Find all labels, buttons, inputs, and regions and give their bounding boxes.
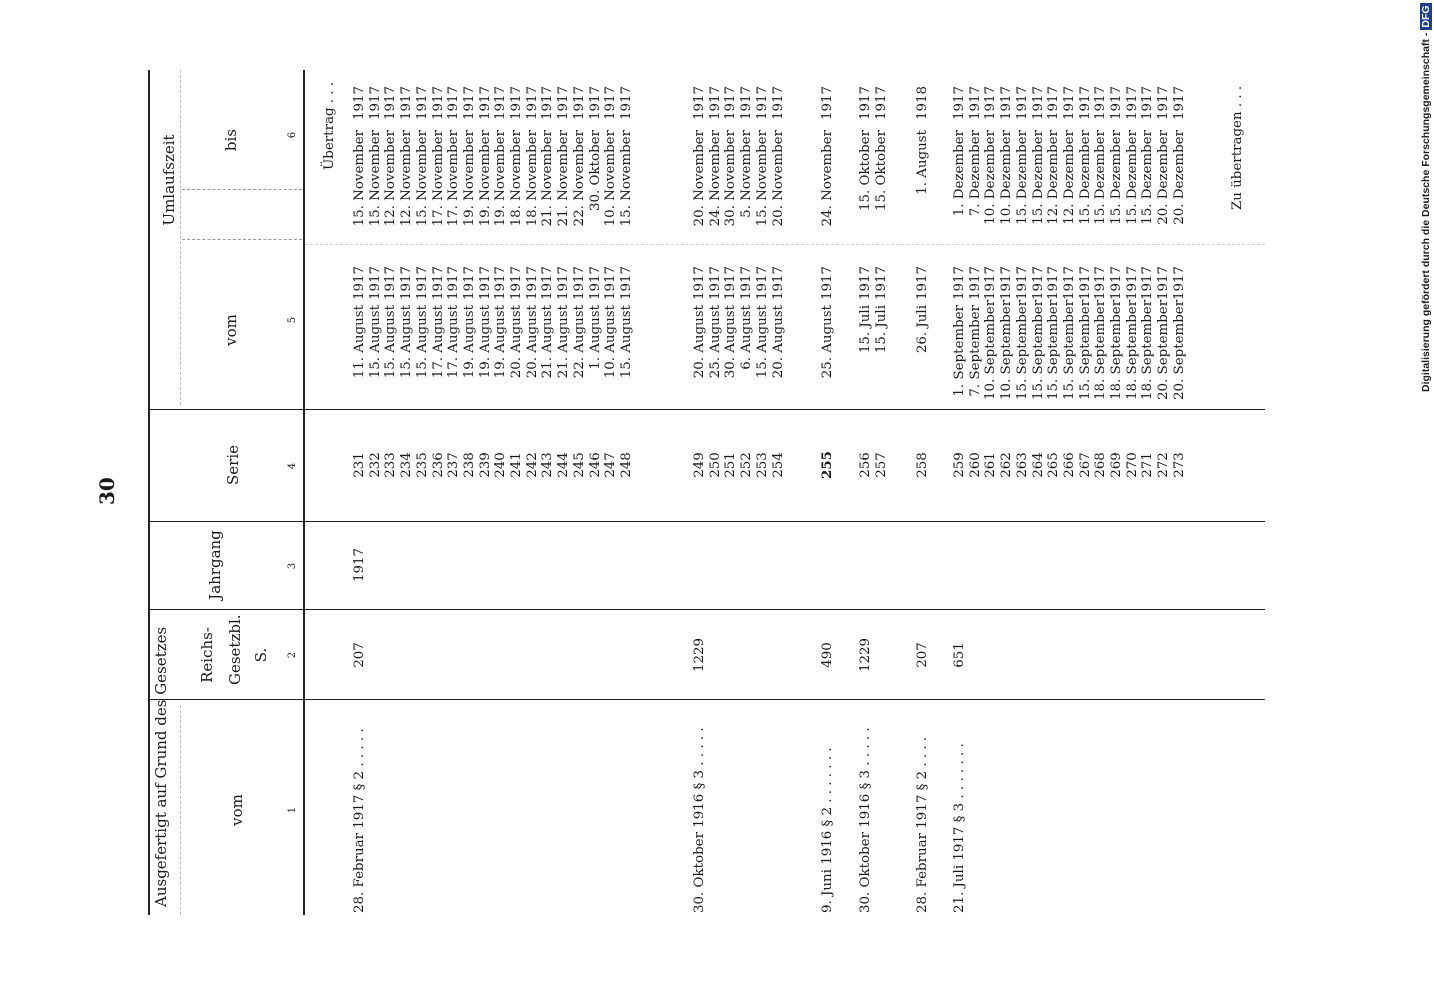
serie-cell: 243 [540, 452, 556, 478]
vom-date-cell: 1. August [587, 305, 603, 370]
vom-date-cell: 19. August [461, 305, 477, 379]
serie-cell: 261 [983, 452, 999, 478]
bis-date-cell: 15. November [754, 130, 770, 227]
bis-date-cell: 22. November [571, 130, 587, 227]
vom-date-cell: 18. September [1140, 299, 1156, 400]
vom-year-cell: 1917 [754, 265, 770, 300]
serie-cell: 246 [587, 452, 603, 478]
law-jahrgang: 1917 [352, 547, 367, 583]
vom-year-cell: 1917 [1077, 265, 1093, 300]
serie-cell: 273 [1171, 452, 1187, 478]
vom-date-cell: 15. August [383, 305, 399, 379]
serie-cell: 266 [1061, 452, 1077, 478]
bis-year-cell: 1917 [1124, 85, 1140, 120]
vom-year-cell: 1917 [1014, 265, 1030, 300]
law-rgbl: 207 [352, 642, 367, 668]
vom-year-cell: 1917 [1093, 265, 1109, 300]
vom-date-cell: 15. September [1030, 299, 1046, 400]
bis-year-cell: 1917 [509, 85, 524, 120]
bis-date-cell: 5. November [739, 130, 755, 218]
column-rule-7 [305, 244, 1265, 245]
bis-date-cell: 19. November [477, 130, 493, 227]
bis-date-cell: 21. November [540, 130, 556, 227]
vom-date-cell: 19. August [493, 305, 509, 379]
serie-cell: 257 [873, 452, 889, 478]
bis-date-cell: 12. Dezember [1046, 130, 1062, 225]
column-rule-4 [150, 409, 1265, 410]
bis-year-cell: 1917 [754, 85, 770, 120]
bis-year-cell: 1917 [873, 85, 889, 120]
bis-date-cell: 12. November [383, 130, 399, 227]
vom-date-cell: 15. August [399, 305, 415, 379]
serie-cell: 254 [770, 452, 786, 478]
vom-date-cell: 22. August [571, 305, 587, 379]
bis-date-cell: 24. November [820, 130, 835, 227]
law-rgbl: 1229 [858, 637, 873, 673]
bis-year-cell: 1917 [1156, 85, 1172, 120]
serie-cell: 268 [1093, 452, 1109, 478]
vom-year-cell: 1917 [446, 265, 462, 300]
bis-date-cell: 17. November [446, 130, 462, 227]
serie-cell: 244 [556, 452, 572, 478]
vom-date-cell: 25. August [820, 305, 835, 379]
vom-date-cell: 25. August [707, 305, 723, 379]
bis-year-cell: 1917 [493, 85, 509, 120]
serie-cell: 256 [858, 452, 873, 478]
dfg-watermark [1419, 5, 1433, 392]
serie-cell: 255 [819, 451, 835, 479]
vom-date-cell: 15. Juli [858, 305, 873, 354]
vom-year-cell: 1917 [414, 265, 430, 300]
header-bis: bis [222, 128, 240, 152]
vom-date-cell: 19. August [477, 305, 493, 379]
bis-year-cell: 1917 [556, 85, 572, 120]
vom-year-cell: 1917 [461, 265, 477, 300]
bis-year-cell: 1917 [952, 85, 967, 120]
vom-year-cell: 1917 [915, 265, 930, 300]
serie-cell: 265 [1046, 452, 1062, 478]
group-divider-right [180, 70, 181, 405]
vom-year-cell: 1917 [540, 265, 556, 300]
vom-year-cell: 1917 [692, 265, 707, 300]
bis-year-cell: 1917 [1030, 85, 1046, 120]
header-vom: vom [228, 794, 246, 826]
vom-year-cell: 1917 [383, 265, 399, 300]
vom-date-cell: 15. September [1014, 299, 1030, 400]
law-date: 21. Juli 1917 § 3 . . . . . . . [952, 743, 967, 913]
dfg-logo: DFG [1420, 5, 1432, 28]
vom-date-cell: 15. September [1077, 299, 1093, 400]
law-date: 28. Februar 1917 § 2 . . . . [915, 736, 930, 913]
vom-year-cell: 1917 [587, 265, 603, 300]
bis-year-cell: 1917 [983, 85, 999, 120]
vom-date-cell: 20. August [509, 305, 524, 379]
bis-year-cell: 1917 [1077, 85, 1093, 120]
bis-date-cell: 1. August [915, 130, 930, 195]
bis-year-cell: 1917 [820, 85, 835, 120]
bis-date-cell: 15. Dezember [1077, 130, 1093, 225]
bis-year-cell: 1917 [446, 85, 462, 120]
law-rgbl: 490 [820, 642, 835, 668]
serie-cell: 233 [383, 452, 399, 478]
vom-date-cell: 7. September [967, 305, 983, 397]
vom-date-cell: 15. August [618, 305, 634, 379]
page-number: 30 [95, 477, 119, 505]
serie-cell: 236 [430, 452, 446, 478]
bis-year-cell: 1917 [1014, 85, 1030, 120]
serie-cell: 247 [603, 452, 619, 478]
vom-date-cell: 20. September [1156, 299, 1172, 400]
vom-year-cell: 1917 [1156, 265, 1172, 300]
bis-year-cell: 1917 [571, 85, 587, 120]
serie-cell: 252 [739, 452, 755, 478]
vom-date-cell: 17. August [430, 305, 446, 379]
vom-date-cell: 17. August [446, 305, 462, 379]
bis-date-cell: 20. Dezember [1171, 130, 1187, 225]
serie-cell: 259 [952, 452, 967, 478]
bis-date-cell: 19. November [493, 130, 509, 227]
header-bottom-rule [303, 70, 305, 915]
serie-cell: 272 [1156, 452, 1172, 478]
law-date: 28. Februar 1917 § 2 . . . . . [352, 728, 367, 913]
vom-year-cell: 1917 [571, 265, 587, 300]
bis-date-cell: 15. Oktober [873, 130, 889, 211]
serie-cell: 245 [571, 452, 587, 478]
vom-date-cell: 11. August [352, 305, 367, 379]
vom-year-cell: 1917 [1030, 265, 1046, 300]
bis-year-cell: 1917 [383, 85, 399, 120]
bis-year-cell: 1917 [524, 85, 540, 120]
bis-year-cell: 1917 [414, 85, 430, 120]
vom-date-cell: 20. August [524, 305, 540, 379]
vom-year-cell: 1917 [509, 265, 524, 300]
serie-cell: 234 [399, 452, 415, 478]
serie-cell: 238 [461, 452, 477, 478]
vom-date-cell: 21. August [540, 305, 556, 379]
header-s: S. [252, 647, 270, 663]
vom-date-cell: 15. September [1061, 299, 1077, 400]
bis-year-cell: 1917 [461, 85, 477, 120]
vom-year-cell: 1917 [707, 265, 723, 300]
vom-date-cell: 18. September [1093, 299, 1109, 400]
vom-year-cell: 1917 [367, 265, 383, 300]
bis-date-cell: 15. November [367, 130, 383, 227]
column-number-2: 2 [287, 651, 298, 659]
bis-date-cell: 15. November [414, 130, 430, 227]
serie-cell: 242 [524, 452, 540, 478]
serie-cell: 253 [754, 452, 770, 478]
bis-date-cell: 12. Dezember [1061, 130, 1077, 225]
vom-date-cell: 10. August [603, 305, 619, 379]
vom-date-cell: 18. September [1109, 299, 1124, 400]
bis-date-cell: 30. Oktober [587, 130, 603, 211]
bis-year-cell: 1917 [603, 85, 619, 120]
bis-year-cell: 1917 [618, 85, 634, 120]
bis-year-cell: 1917 [540, 85, 556, 120]
bis-year-cell: 1917 [1109, 85, 1124, 120]
zu-uebertragen-label: Zu übertragen . . . [1230, 85, 1245, 210]
vom-date-cell: 15. September [1046, 299, 1062, 400]
vom-date-cell: 20. August [692, 305, 707, 379]
column-rule-1 [150, 699, 1265, 700]
vom-date-cell: 20. August [770, 305, 786, 379]
serie-cell: 251 [723, 452, 739, 478]
vom-date-cell: 10. September [999, 299, 1015, 400]
vom-year-cell: 1917 [952, 265, 967, 300]
table-top-rule [148, 70, 150, 915]
vom-year-cell: 1917 [1124, 265, 1140, 300]
vom-year-cell: 1917 [1109, 265, 1124, 300]
header-group-right: Umlaufszeit [160, 134, 178, 226]
header-jahrgang: Jahrgang [206, 530, 224, 600]
column-number-1: 1 [287, 806, 298, 814]
bis-date-cell: 21. November [556, 130, 572, 227]
law-date: 30. Oktober 1916 § 3 . . . . . [692, 727, 707, 913]
vom-year-cell: 1917 [603, 265, 619, 300]
bis-year-cell: 1917 [707, 85, 723, 120]
bis-year-cell: 1917 [430, 85, 446, 120]
header-group-left: Ausgefertigt auf Grund des Gesetzes [152, 626, 170, 907]
vom-year-cell: 1917 [1140, 265, 1156, 300]
law-rgbl: 207 [915, 642, 930, 668]
bis-date-cell: 18. November [509, 130, 524, 227]
bis-year-cell: 1917 [1140, 85, 1156, 120]
serie-cell: 271 [1140, 452, 1156, 478]
bis-year-cell: 1917 [967, 85, 983, 120]
bis-date-cell: 15. November [618, 130, 634, 227]
header-reichs: Reichs- [198, 627, 216, 683]
vom-year-cell: 1917 [618, 265, 634, 300]
column-rule-2 [150, 609, 1265, 610]
serie-cell: 264 [1030, 452, 1046, 478]
law-date: 30. Oktober 1916 § 3 . . . . . [858, 727, 873, 913]
serie-cell: 258 [915, 452, 930, 478]
vom-date-cell: 26. Juli [915, 305, 930, 354]
vom-year-cell: 1917 [873, 265, 889, 300]
bis-date-cell: 1. Dezember [952, 130, 967, 217]
vom-date-cell: 15. Juli [873, 305, 889, 354]
column-number-6: 6 [287, 131, 298, 139]
serie-cell: 239 [477, 452, 493, 478]
vom-date-cell: 18. September [1124, 299, 1140, 400]
vom-year-cell: 1917 [1171, 265, 1187, 300]
bis-date-cell: 10. Dezember [983, 130, 999, 225]
vom-year-cell: 1917 [770, 265, 786, 300]
bis-year-cell: 1917 [1093, 85, 1109, 120]
vom-year-cell: 1917 [556, 265, 572, 300]
bis-year-cell: 1917 [858, 85, 873, 120]
column-number-3: 3 [287, 562, 298, 570]
bis-year-cell: 1917 [770, 85, 786, 120]
vom-date-cell: 20. September [1171, 299, 1187, 400]
vom-year-cell: 1917 [858, 265, 873, 300]
group-divider-left [180, 705, 181, 915]
bis-year-cell: 1917 [477, 85, 493, 120]
header-vom-2: vom [222, 314, 240, 346]
serie-cell: 237 [446, 452, 462, 478]
serie-cell: 270 [1124, 452, 1140, 478]
bis-date-cell: 7. Dezember [967, 130, 983, 217]
bis-date-cell: 15. November [352, 130, 367, 227]
bis-date-cell: 15. Dezember [1014, 130, 1030, 225]
vom-date-cell: 15. August [414, 305, 430, 379]
bis-year-cell: 1917 [1046, 85, 1062, 120]
serie-cell: 241 [509, 452, 524, 478]
vom-year-cell: 1917 [430, 265, 446, 300]
watermark-text: Digitalisierung gefördert durch die Deutsche Forschungsgemeinschaft - [1420, 32, 1432, 392]
vom-year-cell: 1917 [524, 265, 540, 300]
bis-year-cell: 1917 [999, 85, 1015, 120]
serie-cell: 235 [414, 452, 430, 478]
bis-year-cell: 1917 [399, 85, 415, 120]
bis-year-cell: 1917 [692, 85, 707, 120]
vom-date-cell: 1. September [952, 305, 967, 397]
bis-year-cell: 1918 [915, 85, 930, 120]
vom-year-cell: 1917 [493, 265, 509, 300]
header-serie: Serie [224, 445, 242, 485]
serie-cell: 262 [999, 452, 1015, 478]
bis-year-cell: 1917 [1061, 85, 1077, 120]
bis-date-cell: 24. November [707, 130, 723, 227]
serie-cell: 232 [367, 452, 383, 478]
serie-cell: 250 [707, 452, 723, 478]
bis-date-cell: 10. Dezember [999, 130, 1015, 225]
serie-cell: 269 [1109, 452, 1124, 478]
bis-date-cell: 15. Oktober [858, 130, 873, 211]
vom-date-cell: 15. August [367, 305, 383, 379]
bis-date-cell: 20. Dezember [1156, 130, 1172, 225]
bis-date-cell: 20. November [770, 130, 786, 227]
vom-year-cell: 1917 [723, 265, 739, 300]
vom-year-cell: 1917 [1046, 265, 1062, 300]
law-rgbl: 651 [952, 642, 967, 668]
vom-year-cell: 1917 [967, 265, 983, 300]
column-rule-6 [182, 239, 302, 240]
bis-date-cell: 19. November [461, 130, 477, 227]
uebertrag-label: Übertrag . . . [322, 81, 337, 170]
law-rgbl: 1229 [692, 637, 707, 673]
bis-year-cell: 1917 [352, 85, 367, 120]
bis-date-cell: 12. November [399, 130, 415, 227]
bis-date-cell: 15. Dezember [1140, 130, 1156, 225]
bis-year-cell: 1917 [367, 85, 383, 120]
serie-cell: 248 [618, 452, 634, 478]
vom-year-cell: 1917 [983, 265, 999, 300]
vom-year-cell: 1917 [820, 265, 835, 300]
column-rule-3 [150, 521, 1265, 522]
bis-date-cell: 17. November [430, 130, 446, 227]
column-number-5: 5 [287, 316, 298, 324]
vom-date-cell: 21. August [556, 305, 572, 379]
serie-cell: 263 [1014, 452, 1030, 478]
vom-year-cell: 1917 [1061, 265, 1077, 300]
bis-date-cell: 15. Dezember [1109, 130, 1124, 225]
bis-year-cell: 1917 [1171, 85, 1187, 120]
bis-year-cell: 1917 [587, 85, 603, 120]
serie-cell: 267 [1077, 452, 1093, 478]
bis-date-cell: 15. Dezember [1124, 130, 1140, 225]
serie-cell: 231 [352, 452, 367, 478]
serie-cell: 249 [692, 452, 707, 478]
vom-date-cell: 6. August [739, 305, 755, 370]
bis-date-cell: 18. November [524, 130, 540, 227]
vom-date-cell: 15. August [754, 305, 770, 379]
header-gesetzbl: Gesetzbl. [226, 614, 244, 685]
serie-cell: 240 [493, 452, 509, 478]
vom-year-cell: 1917 [477, 265, 493, 300]
bis-date-cell: 10. November [603, 130, 619, 227]
bis-date-cell: 15. Dezember [1030, 130, 1046, 225]
bis-year-cell: 1917 [739, 85, 755, 120]
vom-year-cell: 1917 [352, 265, 367, 300]
vom-year-cell: 1917 [399, 265, 415, 300]
column-rule-5 [182, 189, 302, 190]
bis-date-cell: 15. Dezember [1093, 130, 1109, 225]
column-number-4: 4 [287, 462, 298, 470]
serie-cell: 260 [967, 452, 983, 478]
vom-year-cell: 1917 [999, 265, 1015, 300]
bis-date-cell: 30. November [723, 130, 739, 227]
bis-year-cell: 1917 [723, 85, 739, 120]
vom-year-cell: 1917 [739, 265, 755, 300]
vom-date-cell: 10. September [983, 299, 999, 400]
vom-date-cell: 30. August [723, 305, 739, 379]
bis-date-cell: 20. November [692, 130, 707, 227]
law-date: 9. Juni 1916 § 2 . . . . . . . [820, 747, 835, 913]
